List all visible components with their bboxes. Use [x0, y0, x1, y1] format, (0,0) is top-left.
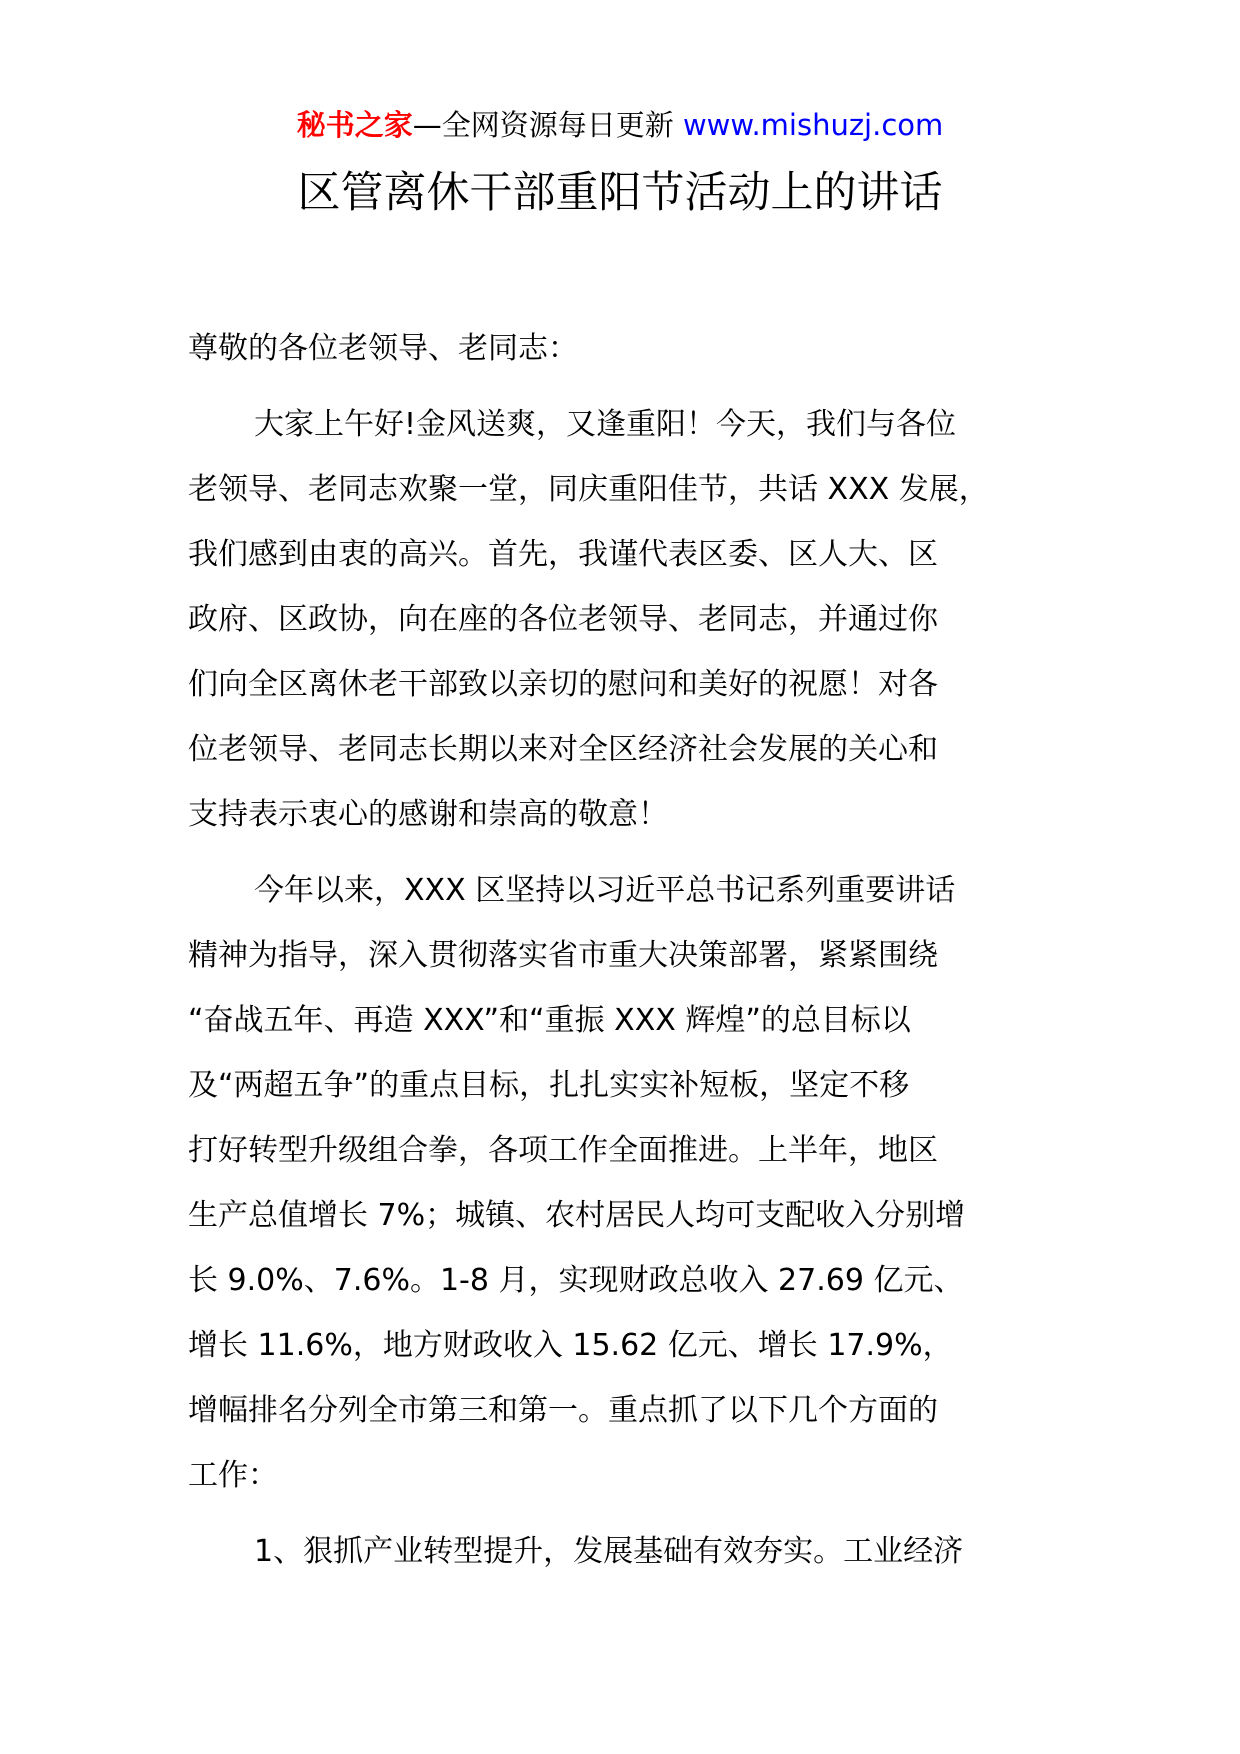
progress-paragraph: [188, 858, 1088, 1508]
text-line: 增幅排名分列全市第三和第一。重点抓了以下几个方面的: [188, 1393, 938, 1428]
text-line: 1、狠抓产业转型提升，发展基础有效夯实。工业经济: [254, 1534, 964, 1569]
text-line: 们向全区离休老干部致以亲切的慰问和美好的祝愿！对各: [188, 667, 938, 702]
text-line: 工作：: [188, 1458, 278, 1493]
text-line: 大家上午好!金风送爽，又逢重阳！今天，我们与各位: [254, 407, 957, 442]
text-line: 增长 11.6%，地方财政收入 15.62 亿元、增长 17.9%，: [188, 1328, 953, 1363]
greeting-paragraph: [188, 392, 1088, 847]
text-line: 位老领导、老同志长期以来对全区经济社会发展的关心和: [188, 732, 938, 767]
text-line: “奋战五年、再造 XXX”和“重振 XXX 辉煌”的总目标以: [188, 1003, 911, 1038]
site-brand: 秘书之家: [296, 108, 413, 142]
text-line: 我们感到由衷的高兴。首先，我谨代表区委、区人大、区: [188, 537, 938, 572]
text-line: 尊敬的各位老领导、老同志：: [188, 331, 578, 366]
text-line: 支持表示衷心的感谢和崇高的敬意！: [188, 797, 668, 832]
text-line: 精神为指导，深入贯彻落实省市重大决策部署，紧紧围绕: [188, 938, 938, 973]
text-line: 打好转型升级组合拳，各项工作全面推进。上半年，地区: [188, 1133, 938, 1168]
text-line: 长 9.0%、7.6%。1-8 月，实现财政总收入 27.69 亿元、: [188, 1263, 964, 1298]
site-url-link[interactable]: www.mishuzj.com: [682, 108, 944, 142]
text-line: 今年以来，XXX 区坚持以习近平总书记系列重要讲话: [254, 873, 956, 908]
text-line: 老领导、老同志欢聚一堂，同庆重阳佳节，共话 XXX 发展，: [188, 472, 989, 507]
text-line: 政府、区政协，向在座的各位老领导、老同志，并通过你: [188, 602, 938, 637]
site-header: [0, 100, 1240, 150]
site-tagline: —全网资源每日更新: [412, 108, 674, 142]
salutation-paragraph: [188, 316, 1088, 381]
section-one-paragraph: [188, 1519, 1088, 1584]
text-line: 生产总值增长 7%；城镇、农村居民人均可支配收入分别增: [188, 1198, 966, 1233]
document-title: 区管离休干部重阳节活动上的讲话: [297, 168, 943, 218]
document-body: [188, 316, 1088, 1595]
text-line: 及“两超五争”的重点目标，扎扎实实补短板，坚定不移: [188, 1068, 910, 1103]
